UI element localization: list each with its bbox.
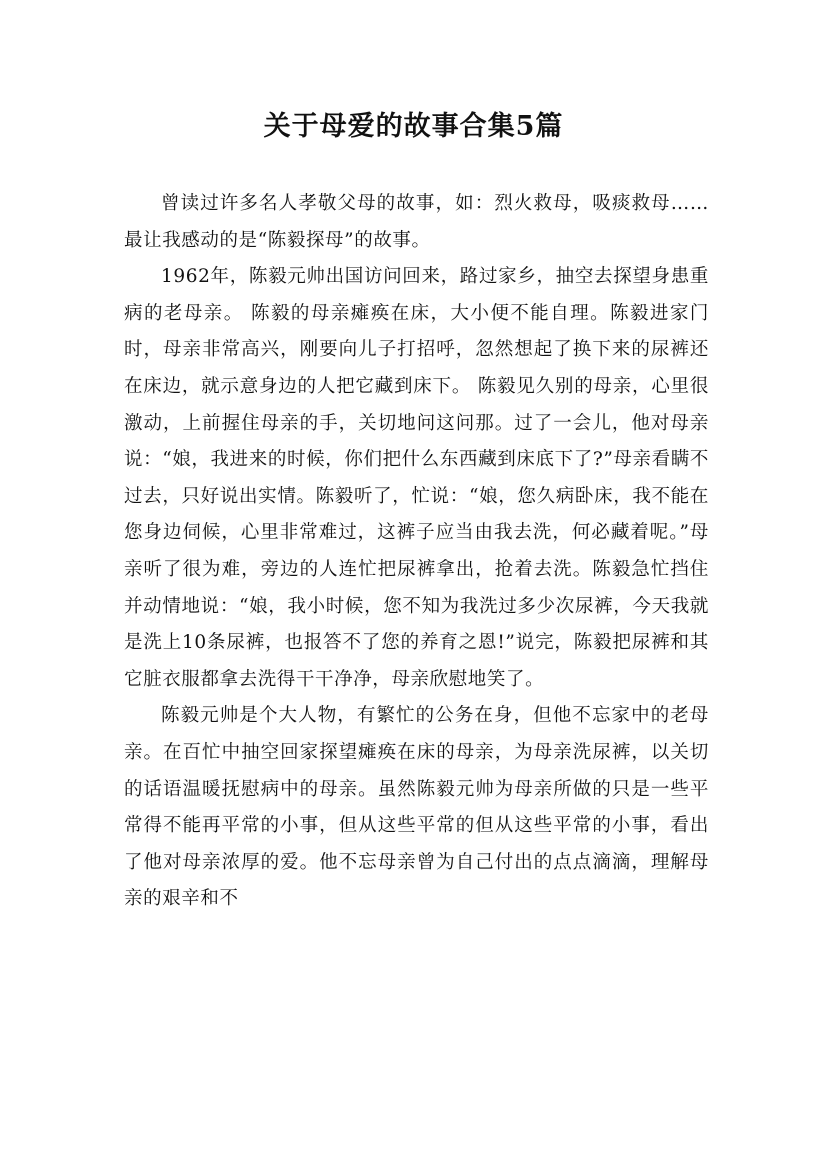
paragraph-reflection: 陈毅元帅是个大人物，有繁忙的公务在身，但他不忘家中的老母亲。在百忙中抽空回家探望瘫痪在床的母亲，为母亲洗尿裤，以关切的话语温暖抚慰病中的母亲。虽然陈毅元帅为母亲所做的只是一些平常得不能再平常的小事，但从这些平常的但从这些平常的小事，看出了他对母亲浓厚的爱。他不忘母亲曾为自己付出的点点滴滴，理解母亲的艰辛和不 [124,705,709,910]
paragraph-story: 1962年，陈毅元帅出国访问回来，路过家乡，抽空去探望身患重病的老母亲。 陈毅的母亲瘫痪在床，大小便不能自理。陈毅进家门时，母亲非常高兴，刚要向儿子打招呼，忽然想起了换下来的尿裤还在床边，就示意身边的人把它藏到床下。 陈毅见久别的母亲，心里很激动，上前握住母亲的手，关切地问这问那。过了一会儿，他对母亲说：“娘，我进来的时候，你们把什么东西藏到床底下了?”母亲看瞒不过去，只好说出实情。陈毅听了，忙说：“娘，您久病卧床，我不能在您身边伺候，心里非常难过，这裤子应当由我去洗，何必藏着呢。”母亲听了很为难，旁边的人连忙把尿裤拿出，抢着去洗。陈毅急忙挡住并动情地说：“娘，我小时候，您不知为我洗过多少次尿裤，今天我就是洗上10条尿裤，也报答不了您的养育之恩!”说完，陈毅把尿裤和其它脏衣服都拿去洗得干干净净，母亲欣慰地笑了。 [124,266,709,690]
paragraph-intro: 曾读过许多名人孝敬父母的故事，如：烈火救母，吸痰救母……最让我感动的是“陈毅探母”的故事。 [124,193,709,251]
document-title: 关于母爱的故事合集5篇 [263,111,564,142]
document-body [124,186,709,918]
